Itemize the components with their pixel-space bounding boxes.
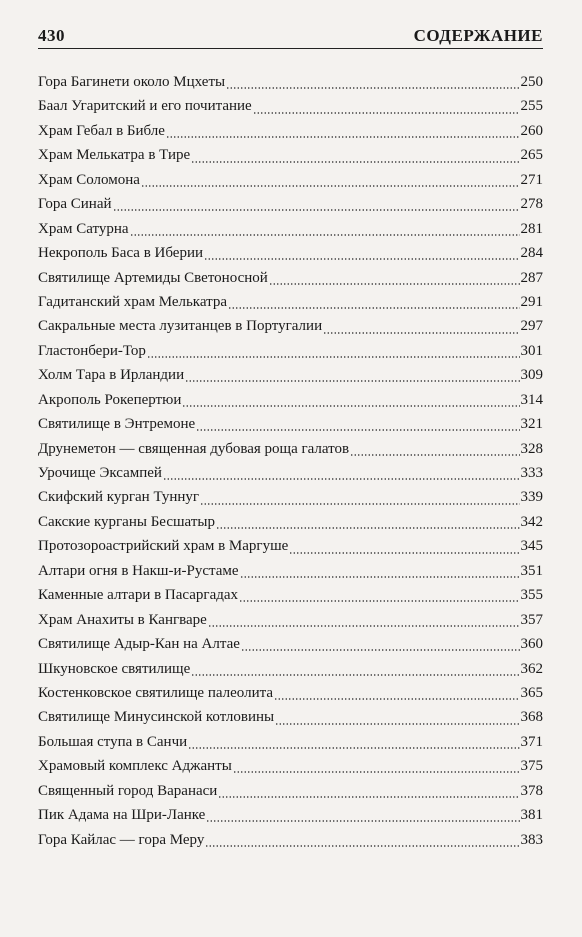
toc-entry — [38, 779, 543, 803]
toc-entry-title: Большая ступа в Санчи — [38, 733, 188, 750]
toc-entry — [38, 192, 543, 216]
toc-entry-page-number: 371 — [520, 733, 543, 750]
toc-entry-page-number: 345 — [520, 538, 543, 555]
toc-entry-title: Гластонбери-Тор — [38, 342, 146, 359]
toc-entry-title: Холм Тара в Ирландии — [38, 367, 185, 384]
dot-leader — [191, 674, 519, 676]
toc-entry-page-number: 333 — [520, 465, 543, 481]
toc-entry-title: Святилище в Энтремоне — [38, 416, 196, 433]
dot-leader — [269, 283, 520, 285]
toc-entry — [38, 143, 543, 167]
toc-entry-page-number: 250 — [520, 74, 543, 90]
toc-entry — [38, 119, 543, 143]
toc-entry — [38, 363, 543, 387]
table-of-contents — [38, 70, 543, 852]
toc-entry-page-number: 339 — [520, 489, 543, 506]
toc-entry — [38, 437, 543, 461]
toc-entry-page-number: 383 — [520, 831, 543, 848]
toc-entry — [38, 266, 543, 290]
dot-leader — [130, 234, 520, 236]
toc-entry-page-number: 381 — [520, 807, 543, 824]
dot-leader — [205, 845, 519, 847]
toc-entry-title: Пик Адама на Шри-Ланке — [38, 807, 206, 824]
toc-entry — [38, 730, 543, 754]
toc-entry-page-number: 378 — [520, 782, 543, 799]
dot-leader — [226, 87, 519, 89]
toc-entry-page-number: 271 — [520, 171, 543, 188]
dot-leader — [239, 600, 519, 602]
dot-leader — [141, 185, 520, 187]
toc-entry-page-number: 375 — [520, 758, 543, 775]
header-rule — [38, 48, 543, 49]
toc-entry-page-number: 309 — [520, 367, 543, 384]
section-title: СОДЕРЖАНИЕ — [413, 26, 543, 45]
toc-entry-title: Каменные алтари в Пасаргадах — [38, 587, 239, 604]
dot-leader — [200, 503, 519, 505]
toc-entry-title: Сакские курганы Бесшатыр — [38, 513, 215, 530]
toc-entry — [38, 803, 543, 827]
dot-leader — [216, 527, 520, 529]
dot-leader — [113, 209, 520, 211]
dot-leader — [323, 332, 519, 334]
dot-leader — [275, 723, 519, 725]
dot-leader — [182, 405, 519, 407]
toc-entry-title: Некрополь Баса в Иберии — [38, 245, 204, 262]
toc-entry-title: Святилище Адыр-Кан на Алтае — [38, 636, 240, 653]
toc-entry-title: Шкуновское святилище — [38, 660, 191, 677]
toc-entry-page-number: 281 — [520, 220, 543, 237]
dot-leader — [185, 380, 519, 382]
dot-leader — [188, 747, 519, 749]
toc-entry-title: Храм Мелькатра в Тире — [38, 147, 191, 164]
toc-entry — [38, 583, 543, 607]
dot-leader — [253, 112, 520, 114]
dot-leader — [166, 136, 520, 138]
toc-entry-title: Гадитанский храм Мелькатра — [38, 293, 228, 310]
toc-entry-page-number: 314 — [520, 391, 543, 408]
dot-leader — [274, 698, 520, 700]
toc-entry-page-number: 278 — [520, 196, 543, 213]
toc-entry — [38, 217, 543, 241]
toc-entry-page-number: 362 — [520, 660, 543, 677]
toc-entry-page-number: 355 — [520, 587, 543, 604]
toc-entry-page-number: 291 — [520, 293, 543, 310]
toc-entry — [38, 510, 543, 534]
toc-entry — [38, 828, 543, 852]
toc-entry — [38, 485, 543, 509]
toc-entry-title: Акрополь Рокепертюи — [38, 391, 182, 408]
toc-entry-page-number: 360 — [520, 636, 543, 653]
toc-entry-page-number: 287 — [520, 269, 543, 286]
toc-entry-title: Храм Соломона — [38, 171, 140, 188]
toc-entry-page-number: 260 — [520, 122, 543, 139]
toc-entry — [38, 608, 543, 632]
toc-entry — [38, 241, 543, 265]
toc-entry — [38, 559, 543, 583]
toc-entry-title: Гора Багинети около Мцхеты — [38, 74, 226, 90]
dot-leader — [206, 820, 519, 822]
dot-leader — [196, 429, 519, 431]
toc-entry — [38, 461, 543, 485]
toc-entry-title: Сакральные места лузитанцев в Португалии — [38, 318, 323, 335]
toc-entry-title: Алтари огня в Накш-и-Рустаме — [38, 562, 239, 579]
toc-entry-title: Урочище Эксампей — [38, 465, 162, 481]
toc-entry-title: Друнеметон — священная дубовая роща галатов — [38, 440, 350, 457]
toc-entry-title: Святилище Артемиды Светоносной — [38, 269, 268, 286]
toc-entry-title: Храм Гебал в Библе — [38, 122, 165, 139]
toc-entry-title: Костенковское святилище палеолита — [38, 684, 273, 701]
toc-entry-page-number: 357 — [520, 611, 543, 628]
toc-entry — [38, 657, 543, 681]
toc-entry-page-number: 284 — [520, 245, 543, 262]
toc-entry — [38, 681, 543, 705]
page-number: 430 — [38, 26, 65, 45]
toc-entry-page-number: 255 — [520, 98, 543, 115]
dot-leader — [241, 649, 520, 651]
toc-entry-page-number: 301 — [520, 342, 543, 359]
toc-entry-page-number: 351 — [520, 562, 543, 579]
toc-entry — [38, 412, 543, 436]
toc-entry-title: Гора Кайлас — гора Меру — [38, 831, 205, 848]
toc-entry — [38, 705, 543, 729]
toc-entry-title: Храм Анахиты в Кангваре — [38, 611, 207, 628]
toc-entry-title: Священный город Варанаси — [38, 782, 218, 799]
toc-entry — [38, 314, 543, 338]
toc-entry-page-number: 365 — [520, 684, 543, 701]
toc-entry-page-number: 321 — [520, 416, 543, 433]
toc-entry — [38, 754, 543, 778]
dot-leader — [218, 796, 519, 798]
toc-entry-title: Храмовый комплекс Аджанты — [38, 758, 232, 775]
dot-leader — [191, 161, 519, 163]
dot-leader — [289, 552, 519, 554]
dot-leader — [228, 307, 519, 309]
dot-leader — [233, 771, 520, 773]
dot-leader — [208, 625, 520, 627]
toc-entry-title: Гора Синай — [38, 196, 112, 213]
dot-leader — [350, 454, 519, 456]
toc-entry-title: Святилище Минусинской котловины — [38, 709, 275, 726]
toc-entry — [38, 534, 543, 558]
dot-leader — [240, 576, 520, 578]
toc-entry-page-number: 368 — [520, 709, 543, 726]
toc-entry-page-number: 328 — [520, 440, 543, 457]
dot-leader — [204, 258, 519, 260]
toc-entry-title: Храм Сатурна — [38, 220, 129, 237]
toc-entry-title: Протозороастрийский храм в Маргуше — [38, 538, 289, 555]
toc-entry-page-number: 342 — [520, 513, 543, 530]
toc-entry — [38, 94, 543, 118]
toc-entry — [38, 339, 543, 363]
dot-leader — [147, 356, 520, 358]
toc-entry-page-number: 297 — [520, 318, 543, 335]
page-header — [38, 22, 543, 46]
toc-entry — [38, 632, 543, 656]
toc-entry-title: Скифский курган Туннуг — [38, 489, 200, 506]
toc-entry — [38, 290, 543, 314]
toc-entry — [38, 388, 543, 412]
toc-entry-page-number: 265 — [520, 147, 543, 164]
toc-entry-title: Баал Угаритский и его почитание — [38, 98, 252, 115]
toc-entry — [38, 70, 543, 94]
toc-entry — [38, 168, 543, 192]
dot-leader — [163, 478, 520, 480]
